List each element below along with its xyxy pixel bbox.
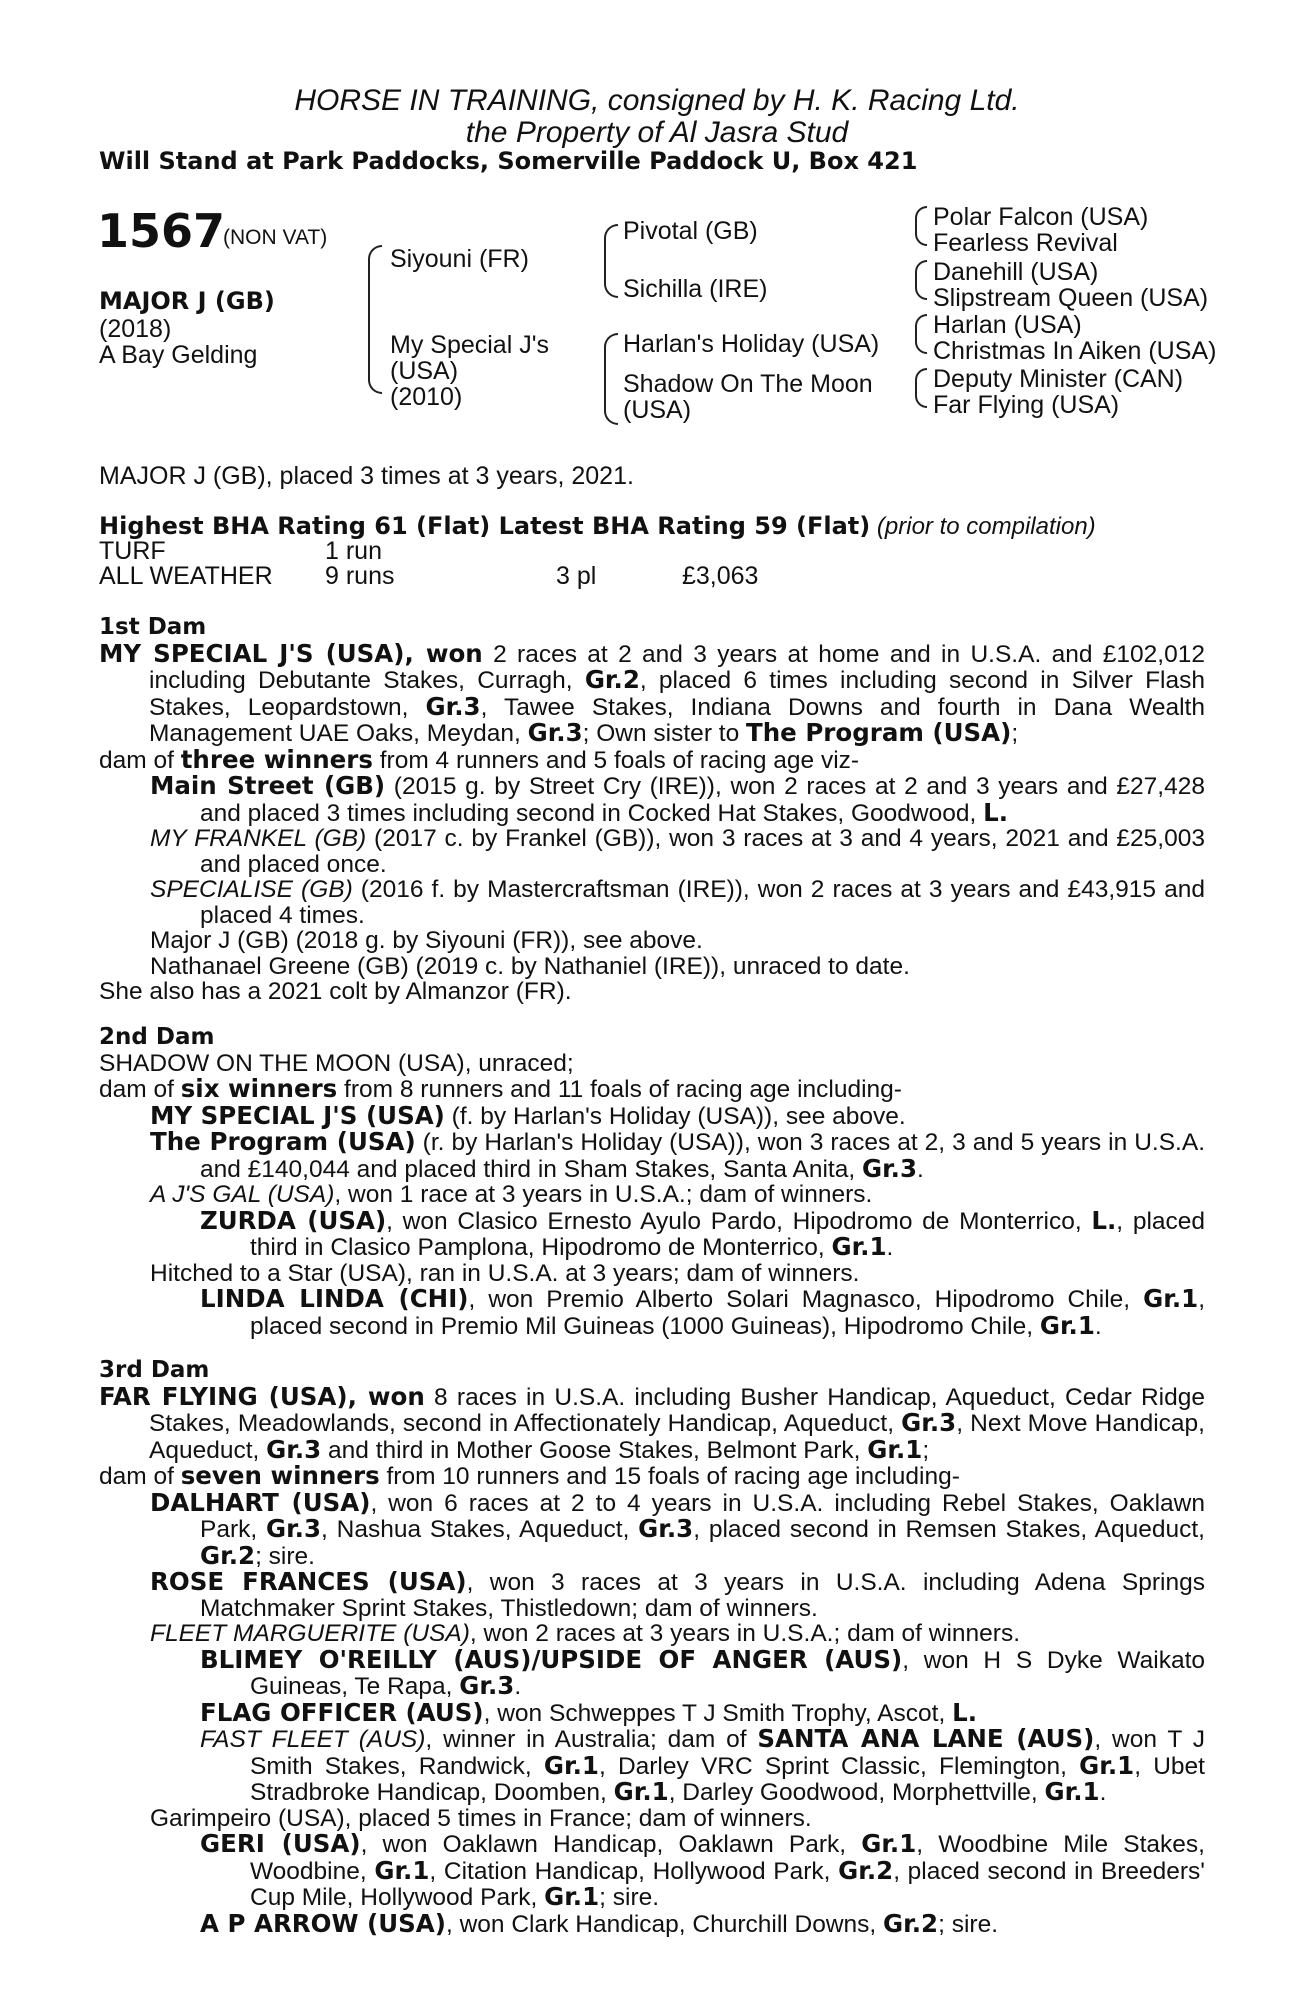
pedigree-bracket-ds — [915, 314, 927, 354]
first-dam-heading: 1st Dam — [99, 614, 207, 640]
third-dam-record: FAR FLYING (USA), won 8 races in U.S.A. including Busher Handicap, Aqueduct, Cedar Ridge Stakes, Meadowlands, second in Affectionately Handicap, Aqueduct, Gr.3, Next Move Handicap, Aqueduct, Gr.3 and third in Mother Goose Stakes, Belmont Park, Gr.1; — [99, 1381, 1205, 1464]
pedigree-sdd: Slipstream Queen (USA) — [933, 284, 1209, 312]
pedigree-dam-line3: (2010) — [390, 383, 463, 411]
pedigree-sire-sire: Pivotal (GB) — [623, 217, 758, 245]
bha-ratings — [99, 513, 1096, 540]
third-dam-produce-flag-officer: FLAG OFFICER (AUS), won Schweppes T J Smith Trophy, Ascot, L. — [200, 1697, 977, 1727]
pedigree-dss: Harlan (USA) — [933, 311, 1082, 339]
first-dam-record: MY SPECIAL J'S (USA), won 2 races at 2 and 3 years at home and in U.S.A. and £102,012 including Debutante Stakes, Curragh, Gr.2, placed 6 times including second in Silver Flash Stakes, Leopardstown, Gr.3, Tawee Stakes, Indiana Downs and fourth in Dana Wealth Management UAE Oaks, Meydan, Gr.3; Own sister to The Program (USA); — [99, 638, 1205, 747]
pedigree-dam-sire: Harlan's Holiday (USA) — [623, 330, 880, 358]
third-dam-produce-garimpeiro: Garimpeiro (USA), placed 5 times in France; dam of winners. — [150, 1804, 812, 1832]
property-line: the Property of Al Jasra Stud — [465, 116, 849, 149]
second-dam-produce-2: The Program (USA) (r. by Harlan's Holiday (USA)), won 3 races at 2, 3 and 5 years in U.S.A. and £140,044 and placed third in Sham Stakes, Santa Anita, Gr.3. — [150, 1127, 1206, 1183]
produce-my-frankel: MY FRANKEL (GB) (2017 c. by Frankel (GB)), won 3 races at 3 and 4 years, 2021 and £25,003 and placed once. — [150, 825, 1205, 878]
third-dam-produce-geri: GERI (USA), won Oaklawn Handicap, Oaklawn Park, Gr.1, Woodbine Mile Stakes, Woodbine, Gr.1, Citation Handicap, Hollywood Park, Gr.2, placed second in Breeders' Cup Mile, Hollywood Park, Gr.1; sire. — [200, 1829, 1205, 1911]
pedigree-ddd: Far Flying (USA) — [933, 391, 1120, 419]
turf-label: TURF — [99, 537, 166, 565]
pedigree-ssd: Fearless Revival — [933, 229, 1118, 257]
produce-2021-colt: She also has a 2021 colt by Almanzor (FR). — [99, 978, 572, 1005]
produce-nathanael-greene: Nathanael Greene (GB) (2019 c. by Nathaniel (IRE)), unraced to date. — [150, 952, 910, 980]
pedigree-bracket-sire — [604, 224, 618, 298]
race-summary: MAJOR J (GB), placed 3 times at 3 years, 2021. — [99, 462, 634, 490]
pedigree-sds: Danehill (USA) — [933, 258, 1099, 286]
second-dam-heading: 2nd Dam — [99, 1024, 215, 1050]
second-dam-produce-4: Hitched to a Star (USA), ran in U.S.A. at 3 years; dam of winners. — [150, 1259, 860, 1287]
pedigree-dsd: Christmas In Aiken (USA) — [933, 337, 1217, 365]
third-dam-produce-blimey-oreilly: BLIMEY O'REILLY (AUS)/UPSIDE OF ANGER (AUS), won H S Dyke Waikato Guineas, Te Rapa, Gr.3. — [200, 1644, 1205, 1700]
second-dam-record: SHADOW ON THE MOON (USA), unraced; — [99, 1049, 574, 1077]
third-dam-heading: 3rd Dam — [99, 1357, 210, 1383]
sibling-name: The Program (USA) — [746, 718, 1012, 747]
first-dam-section — [99, 615, 1205, 1005]
second-dam-produce-3: A J'S GAL (USA), won 1 race at 3 years in U.S.A.; dam of winners. — [150, 1181, 873, 1208]
bha-ratings-heading: Highest BHA Rating 61 (Flat) Latest BHA Rating 59 (Flat) — [99, 512, 871, 540]
stand-location: Will Stand at Park Paddocks, Somerville Paddock U, Box 421 — [99, 147, 918, 175]
pedigree-sss: Polar Falcon (USA) — [933, 203, 1149, 231]
horse-name: MAJOR J (GB) — [99, 287, 275, 315]
third-dam-produce-fleet-marguerite: FLEET MARGUERITE (USA), won 2 races at 3 years in U.S.A.; dam of winners. — [150, 1620, 1021, 1647]
third-dam-produce-ap-arrow: A P ARROW (USA), won Clark Handicap, Churchill Downs, Gr.2; sire. — [200, 1908, 999, 1938]
first-dam-name: MY SPECIAL J'S (USA) — [99, 638, 405, 668]
aw-label: ALL WEATHER — [99, 562, 273, 590]
third-dam-produce-rose-frances: ROSE FRANCES (USA), won 3 races at 3 years in U.S.A. including Adena Springs Matchmaker Sprint Stakes, Thistledown; dam of winners. — [150, 1567, 1205, 1622]
aw-placed: 3 pl — [556, 562, 597, 590]
third-dam-produce-fast-fleet: FAST FLEET (AUS), winner in Australia; dam of SANTA ANA LANE (AUS), won T J Smith Stakes, Randwick, Gr.1, Darley VRC Sprint Classic, Flemington, Gr.1, Ubet Stradbroke Handicap, Doomben, Gr.1, Darley Goodwood, Morphettville, Gr.1. — [200, 1724, 1205, 1806]
pedigree-bracket-dam — [604, 333, 618, 425]
third-dam-produce-summary: dam of seven winners from 10 runners and 15 foals of racing age including- — [99, 1461, 960, 1490]
second-dam-produce-4-1: LINDA LINDA (CHI), won Premio Alberto Solari Magnasco, Hipodromo Chile, Gr.1, placed second in Premio Mil Guineas (1000 Guineas), Hipodromo Chile, Gr.1. — [200, 1284, 1205, 1340]
turf-runs: 1 run — [325, 537, 382, 565]
horse-description: A Bay Gelding — [99, 341, 258, 369]
vat-status: (NON VAT) — [223, 226, 328, 249]
pedigree-dds: Deputy Minister (CAN) — [933, 365, 1184, 393]
pedigree-dam-line1: My Special J's — [390, 331, 549, 359]
aw-prize: £3,063 — [682, 562, 759, 590]
pedigree-bracket-gen1 — [368, 245, 382, 394]
pedigree-dam-dam-line1: Shadow On The Moon — [623, 370, 873, 398]
pedigree-bracket-ss — [915, 206, 927, 246]
foaling-year: (2018) — [99, 315, 172, 343]
pedigree-dam-line2: (USA) — [390, 357, 459, 385]
pedigree-bracket-sd — [915, 260, 927, 300]
second-dam-produce-summary: dam of six winners from 8 runners and 11 foals of racing age including- — [99, 1074, 902, 1103]
bha-ratings-note: (prior to compilation) — [876, 513, 1096, 540]
produce-major-j: Major J (GB) (2018 g. by Siyouni (FR)), see above. — [150, 927, 703, 954]
third-dam-produce-dalhart: DALHART (USA), won 6 races at 2 to 4 years in U.S.A. including Rebel Stakes, Oaklawn Park, Gr.3, Nashua Stakes, Aqueduct, Gr.3, placed second in Remsen Stakes, Aqueduct, Gr.2; sire. — [150, 1487, 1205, 1570]
first-dam-produce-summary: dam of three winners from 4 runners and 5 foals of racing age viz- — [99, 744, 860, 774]
second-dam-produce-3-1: ZURDA (USA), won Clasico Ernesto Ayulo Pardo, Hipodromo de Monterrico, L., placed third in Clasico Pamplona, Hipodromo de Monterrico, Gr.1. — [200, 1205, 1206, 1261]
produce-main-street: Main Street (GB) (2015 g. by Street Cry (IRE)), won 2 races at 2 and 3 years and £27,428 and placed 3 times including second in Cocked Hat Stakes, Goodwood, L. — [150, 771, 1205, 827]
produce-specialise: SPECIALISE (GB) (2016 f. by Mastercraftsman (IRE)), won 2 races at 3 years and £43,915 and placed 4 times. — [150, 876, 1205, 929]
third-dam-section — [99, 1358, 1205, 1937]
second-dam-section — [99, 1025, 1205, 1339]
pedigree-sire: Siyouni (FR) — [390, 245, 529, 273]
aw-runs: 9 runs — [325, 562, 395, 590]
pedigree-bracket-dd — [915, 368, 927, 408]
lot-number: 1567 — [97, 204, 226, 258]
second-dam-produce-1: MY SPECIAL J'S (USA) (f. by Harlan's Holiday (USA)), see above. — [150, 1100, 906, 1130]
first-dam-won: , won — [404, 638, 483, 668]
pedigree-sire-dam: Sichilla (IRE) — [623, 275, 768, 303]
pedigree-dam-dam-line2: (USA) — [623, 396, 692, 424]
consignor-line: HORSE IN TRAINING, consigned by H. K. Racing Ltd. — [294, 84, 1020, 117]
